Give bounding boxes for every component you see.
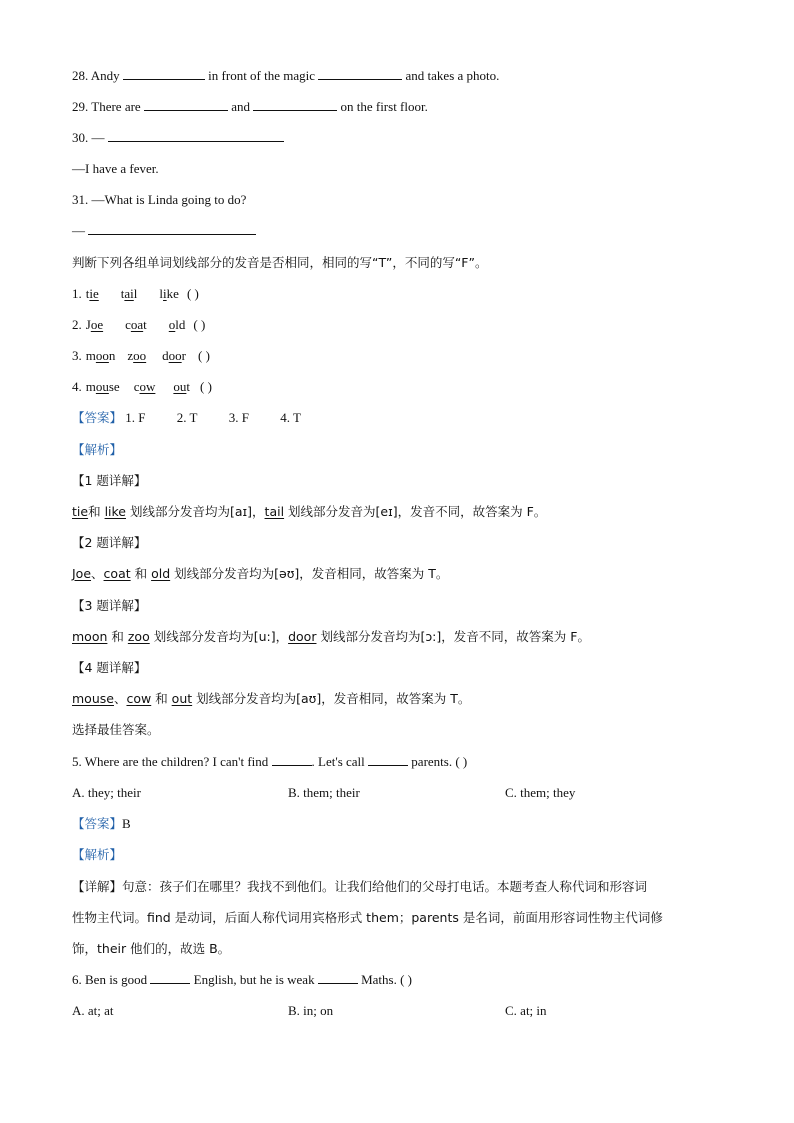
phonics-item-2: 2. Joe coat old ( ) bbox=[72, 317, 206, 332]
question-30 bbox=[72, 129, 284, 147]
q6-option-c: C. at; in bbox=[505, 1003, 547, 1018]
q5-detail-line-2: 性物主代词。find 是动词，后面人称代词用宾格形式 them；parents 是名词，前面用形容词性物主代词修 bbox=[72, 910, 663, 925]
detail-2-tag: 【2 题详解】 bbox=[72, 535, 147, 550]
detail-1-tag: 【1 题详解】 bbox=[72, 473, 147, 488]
blank bbox=[144, 98, 228, 111]
blank bbox=[123, 67, 205, 80]
blank bbox=[272, 753, 312, 766]
analysis-tag: 【解析】 bbox=[72, 442, 123, 457]
q30-start: 30. — bbox=[72, 130, 105, 145]
q31-reply-line bbox=[72, 222, 256, 240]
phonics-instruction: 判断下列各组单词划线部分的发音是否相同，相同的写“T”，不同的写“F”。 bbox=[72, 255, 488, 270]
q5-detail-line-1: 【详解】句意：孩子们在哪里？我找不到他们。让我们给他们的父母打电话。本题考查人称代词和形容词 bbox=[72, 879, 648, 894]
q31-dash: — bbox=[72, 223, 85, 238]
q6-option-a: A. at; at bbox=[72, 1003, 114, 1018]
blank bbox=[253, 98, 337, 111]
detail-4-tag: 【4 题详解】 bbox=[72, 660, 147, 675]
question-31: 31. —What is Linda going to do? bbox=[72, 192, 247, 207]
choose-instruction: 选择最佳答案。 bbox=[72, 722, 160, 737]
question-28 bbox=[72, 67, 499, 85]
q30-reply: —I have a fever. bbox=[72, 161, 159, 176]
phonics-item-4: 4. mouse cow out ( ) bbox=[72, 379, 212, 394]
phonics-item-3: 3. moon zoo door ( ) bbox=[72, 348, 210, 363]
detail-4-text: mouse、cow 和 out 划线部分发音均为[aʊ]，发音相同，故答案为 T。 bbox=[72, 691, 471, 706]
q29-start: 29. There are bbox=[72, 99, 141, 114]
phonics-answers: 【答案】 1. F 2. T 3. F 4. T bbox=[72, 410, 301, 425]
detail-2-text: Joe、coat 和 old 划线部分发音均为[əʊ]，发音相同，故答案为 T。 bbox=[72, 566, 449, 581]
answer-tag: 【答案】 bbox=[72, 410, 123, 425]
q5-option-c: C. them; they bbox=[505, 785, 576, 800]
q5-answer: 【答案】B bbox=[72, 816, 131, 831]
blank bbox=[318, 67, 402, 80]
detail-3-text: moon 和 zoo 划线部分发音均为[u:]，door 划线部分发音均为[ɔ:]，发音不同，故答案为 F。 bbox=[72, 629, 590, 644]
blank bbox=[318, 971, 358, 984]
q5-option-b: B. them; their bbox=[288, 785, 360, 800]
q28-end: and takes a photo. bbox=[405, 68, 500, 83]
question-29 bbox=[72, 98, 428, 116]
question-6: 6. Ben is good English, but he is weak Maths. ( ) bbox=[72, 972, 413, 987]
detail-1-text: tie和 like 划线部分发音均为[aɪ]，tail 划线部分发音为[eɪ]，发音不同，故答案为 F。 bbox=[72, 504, 547, 519]
q5-detail-line-3: 饰，their 他们的，故选 B。 bbox=[72, 941, 231, 956]
phonics-item-1: 1. tie tail like ( ) bbox=[72, 286, 199, 301]
blank bbox=[88, 222, 256, 235]
q5-analysis-tag: 【解析】 bbox=[72, 847, 123, 862]
q29-end: on the first floor. bbox=[340, 99, 428, 114]
detail-3-tag: 【3 题详解】 bbox=[72, 598, 147, 613]
q28-start: 28. Andy bbox=[72, 68, 120, 83]
q5-option-a: A. they; their bbox=[72, 785, 141, 800]
q6-option-b: B. in; on bbox=[288, 1003, 334, 1018]
q28-mid: in front of the magic bbox=[208, 68, 316, 83]
blank bbox=[368, 753, 408, 766]
blank bbox=[150, 971, 190, 984]
q29-mid: and bbox=[231, 99, 250, 114]
question-5: 5. Where are the children? I can't find . Let's call parents. ( ) bbox=[72, 754, 468, 769]
blank bbox=[108, 129, 284, 142]
